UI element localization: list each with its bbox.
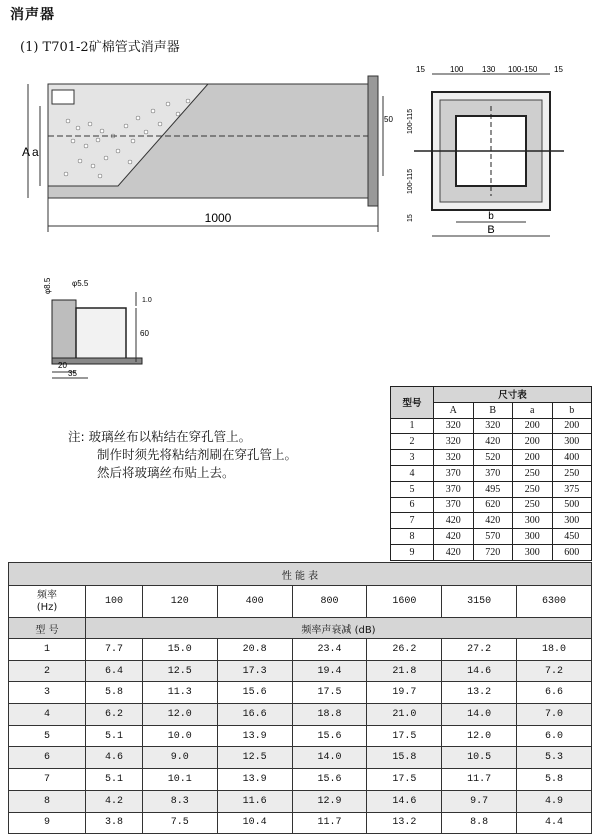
attenuation-cell: 6.6 <box>517 682 592 704</box>
table-row <box>391 529 592 545</box>
size-cell: 200 <box>513 450 553 466</box>
frequency-cell: 400 <box>217 586 292 618</box>
size-cell: 200 <box>552 418 592 434</box>
attenuation-cell: 12.5 <box>142 660 217 682</box>
detail-dim-2: φ5.5 <box>72 279 89 288</box>
model-cell: 9 <box>391 544 434 560</box>
section-left-dim-2: 100-115 <box>407 168 414 194</box>
model-cell: 4 <box>9 704 86 726</box>
note-line-3: 然后将玻璃丝布贴上去。 <box>97 465 235 480</box>
size-cell: 450 <box>552 529 592 545</box>
attenuation-cell: 3.8 <box>86 812 143 834</box>
detail-dim-6: 35 <box>68 369 77 378</box>
attenuation-cell: 12.9 <box>292 790 367 812</box>
model-cell: 5 <box>9 725 86 747</box>
size-cell: 250 <box>513 481 553 497</box>
size-cell: 370 <box>473 465 513 481</box>
attenuation-cell: 15.6 <box>292 769 367 791</box>
attenuation-cell: 27.2 <box>442 639 517 661</box>
attenuation-cell: 23.4 <box>292 639 367 661</box>
model-cell: 8 <box>391 529 434 545</box>
note-line-2: 制作时须先将粘结剂刷在穿孔管上。 <box>97 447 298 462</box>
model-cell: 2 <box>9 660 86 682</box>
attenuation-cell: 4.6 <box>86 747 143 769</box>
size-cell: 250 <box>552 465 592 481</box>
detail-dim-5: 20 <box>58 361 67 370</box>
section-top-dim-3: 130 <box>482 66 496 74</box>
size-cell: 600 <box>552 544 592 560</box>
attenuation-cell: 10.1 <box>142 769 217 791</box>
frequency-cell: 120 <box>142 586 217 618</box>
attenuation-cell: 4.2 <box>86 790 143 812</box>
attenuation-cell: 17.5 <box>367 725 442 747</box>
table-row <box>9 790 592 812</box>
size-table-body <box>391 418 592 560</box>
attenuation-header: 频率声衰减 (dB) <box>86 618 592 639</box>
attenuation-cell: 5.8 <box>86 682 143 704</box>
size-col-a: a <box>513 402 553 418</box>
model-cell: 2 <box>391 434 434 450</box>
size-table <box>390 386 592 561</box>
attenuation-cell: 20.8 <box>217 639 292 661</box>
attenuation-cell: 13.2 <box>367 812 442 834</box>
model-cell: 1 <box>9 639 86 661</box>
dim-b-label: b <box>488 211 494 222</box>
size-cell: 300 <box>513 529 553 545</box>
attenuation-cell: 26.2 <box>367 639 442 661</box>
attenuation-cell: 5.3 <box>517 747 592 769</box>
attenuation-cell: 17.5 <box>292 682 367 704</box>
table-row <box>9 769 592 791</box>
size-cell: 320 <box>434 418 474 434</box>
section-top-dim-4: 100-150 <box>508 66 538 74</box>
frequency-cell: 3150 <box>442 586 517 618</box>
performance-table <box>8 562 592 834</box>
note-line-1: 注: 玻璃丝布以粘结在穿孔管上。 <box>68 429 252 444</box>
table-row <box>391 513 592 529</box>
attenuation-cell: 18.8 <box>292 704 367 726</box>
side-elevation-drawing <box>18 66 398 244</box>
perf-table-title: 性 能 表 <box>9 563 592 586</box>
flange-detail <box>52 90 74 104</box>
attenuation-cell: 4.9 <box>517 790 592 812</box>
attenuation-cell: 11.7 <box>442 769 517 791</box>
size-cell: 570 <box>473 529 513 545</box>
size-cell: 420 <box>473 513 513 529</box>
cross-section-drawing <box>404 66 574 248</box>
model-cell: 6 <box>9 747 86 769</box>
attenuation-cell: 17.3 <box>217 660 292 682</box>
model-cell: 3 <box>9 682 86 704</box>
size-cell: 420 <box>473 434 513 450</box>
detail-insulation <box>76 308 126 362</box>
attenuation-cell: 14.6 <box>442 660 517 682</box>
table-row <box>391 497 592 513</box>
size-cell: 375 <box>552 481 592 497</box>
size-cell: 420 <box>434 529 474 545</box>
size-cell: 200 <box>513 434 553 450</box>
detail-dim-3: 1.0 <box>142 297 152 304</box>
attenuation-cell: 10.5 <box>442 747 517 769</box>
perf-model-header: 型 号 <box>9 618 86 639</box>
table-row <box>9 725 592 747</box>
size-col-b: b <box>552 402 592 418</box>
attenuation-cell: 7.2 <box>517 660 592 682</box>
table-row <box>391 465 592 481</box>
attenuation-cell: 12.0 <box>442 725 517 747</box>
attenuation-cell: 6.0 <box>517 725 592 747</box>
model-cell: 5 <box>391 481 434 497</box>
size-cell: 370 <box>434 497 474 513</box>
performance-table-body <box>9 639 592 834</box>
size-cell: 520 <box>473 450 513 466</box>
table-row <box>391 434 592 450</box>
attenuation-cell: 14.0 <box>442 704 517 726</box>
attenuation-cell: 13.9 <box>217 769 292 791</box>
table-row <box>9 704 592 726</box>
attenuation-cell: 16.6 <box>217 704 292 726</box>
attenuation-cell: 9.7 <box>442 790 517 812</box>
attenuation-cell: 11.3 <box>142 682 217 704</box>
model-cell: 3 <box>391 450 434 466</box>
attenuation-cell: 4.4 <box>517 812 592 834</box>
attenuation-cell: 6.4 <box>86 660 143 682</box>
attenuation-cell: 21.8 <box>367 660 442 682</box>
size-cell: 620 <box>473 497 513 513</box>
size-cell: 720 <box>473 544 513 560</box>
size-cell: 320 <box>434 450 474 466</box>
frequency-label-unit: (Hz) <box>36 601 58 613</box>
frequency-cell: 800 <box>292 586 367 618</box>
size-cell: 300 <box>513 544 553 560</box>
attenuation-cell: 19.7 <box>367 682 442 704</box>
size-cell: 300 <box>552 434 592 450</box>
attenuation-cell: 11.7 <box>292 812 367 834</box>
attenuation-cell: 17.5 <box>367 769 442 791</box>
table-row <box>9 747 592 769</box>
attenuation-cell: 15.0 <box>142 639 217 661</box>
attenuation-cell: 8.8 <box>442 812 517 834</box>
size-cell: 250 <box>513 465 553 481</box>
frequency-cell: 6300 <box>517 586 592 618</box>
attenuation-cell: 15.8 <box>367 747 442 769</box>
size-col-A: A <box>434 402 474 418</box>
attenuation-cell: 19.4 <box>292 660 367 682</box>
attenuation-cell: 5.1 <box>86 769 143 791</box>
model-cell: 1 <box>391 418 434 434</box>
frequency-cell: 1600 <box>367 586 442 618</box>
attenuation-cell: 10.0 <box>142 725 217 747</box>
detail-dim-4: 60 <box>140 329 149 338</box>
size-col-B: B <box>473 402 513 418</box>
dim-A-label: A <box>22 145 31 159</box>
attenuation-cell: 5.8 <box>517 769 592 791</box>
detail-flange-section <box>52 300 76 362</box>
table-row <box>9 639 592 661</box>
dim-B-label: B <box>487 224 495 236</box>
attenuation-cell: 9.0 <box>142 747 217 769</box>
table-row <box>9 682 592 704</box>
table-row <box>9 660 592 682</box>
size-cell: 200 <box>513 418 553 434</box>
size-table-title: 尺寸表 <box>434 387 592 403</box>
detail-dim-1: φ8.5 <box>43 277 52 294</box>
attenuation-cell: 12.0 <box>142 704 217 726</box>
size-cell: 250 <box>513 497 553 513</box>
frequency-row <box>9 586 592 618</box>
attenuation-cell: 5.1 <box>86 725 143 747</box>
size-model-header: 型号 <box>391 387 434 419</box>
attenuation-cell: 18.0 <box>517 639 592 661</box>
section-top-dim-1: 15 <box>416 66 425 74</box>
size-cell: 495 <box>473 481 513 497</box>
size-cell: 320 <box>434 434 474 450</box>
dim-50-label: 50 <box>384 115 393 124</box>
size-cell: 320 <box>473 418 513 434</box>
section-top-dim-2: 100 <box>450 66 464 74</box>
attenuation-cell: 7.0 <box>517 704 592 726</box>
size-cell: 370 <box>434 465 474 481</box>
size-cell: 300 <box>552 513 592 529</box>
attenuation-cell: 13.2 <box>442 682 517 704</box>
attenuation-cell: 10.4 <box>217 812 292 834</box>
frequency-label-text: 频率 <box>37 589 57 601</box>
attenuation-cell: 11.6 <box>217 790 292 812</box>
section-left-dim-1: 100-115 <box>407 108 414 134</box>
attenuation-cell: 6.2 <box>86 704 143 726</box>
model-cell: 7 <box>9 769 86 791</box>
size-cell: 420 <box>434 513 474 529</box>
frequency-cell: 100 <box>86 586 143 618</box>
section-subtitle: (1) T701-2矿棉管式消声器 <box>20 40 180 55</box>
model-cell: 7 <box>391 513 434 529</box>
size-cell: 400 <box>552 450 592 466</box>
table-row <box>9 812 592 834</box>
table-row <box>391 450 592 466</box>
attenuation-cell: 15.6 <box>217 682 292 704</box>
frequency-label <box>9 586 86 618</box>
joint-detail-drawing <box>32 270 162 382</box>
section-left-dim-3: 15 <box>407 214 414 222</box>
note-block <box>68 428 297 482</box>
model-cell: 6 <box>391 497 434 513</box>
size-cell: 370 <box>434 481 474 497</box>
model-cell: 4 <box>391 465 434 481</box>
dim-a-label: a <box>32 145 39 159</box>
page-title: 消声器 <box>10 7 55 23</box>
model-cell: 9 <box>9 812 86 834</box>
attenuation-cell: 13.9 <box>217 725 292 747</box>
size-cell: 300 <box>513 513 553 529</box>
size-cell: 500 <box>552 497 592 513</box>
model-cell: 8 <box>9 790 86 812</box>
attenuation-cell: 7.7 <box>86 639 143 661</box>
attenuation-cell: 14.6 <box>367 790 442 812</box>
section-top-dim-5: 15 <box>554 66 563 74</box>
attenuation-cell: 21.0 <box>367 704 442 726</box>
table-row <box>391 544 592 560</box>
attenuation-cell: 14.0 <box>292 747 367 769</box>
size-cell: 420 <box>434 544 474 560</box>
attenuation-cell: 7.5 <box>142 812 217 834</box>
attenuation-cell: 15.6 <box>292 725 367 747</box>
attenuation-cell: 12.5 <box>217 747 292 769</box>
attenuation-cell: 8.3 <box>142 790 217 812</box>
table-row <box>391 418 592 434</box>
length-label: 1000 <box>204 211 232 225</box>
outlet-flange <box>368 76 378 206</box>
table-row <box>391 481 592 497</box>
